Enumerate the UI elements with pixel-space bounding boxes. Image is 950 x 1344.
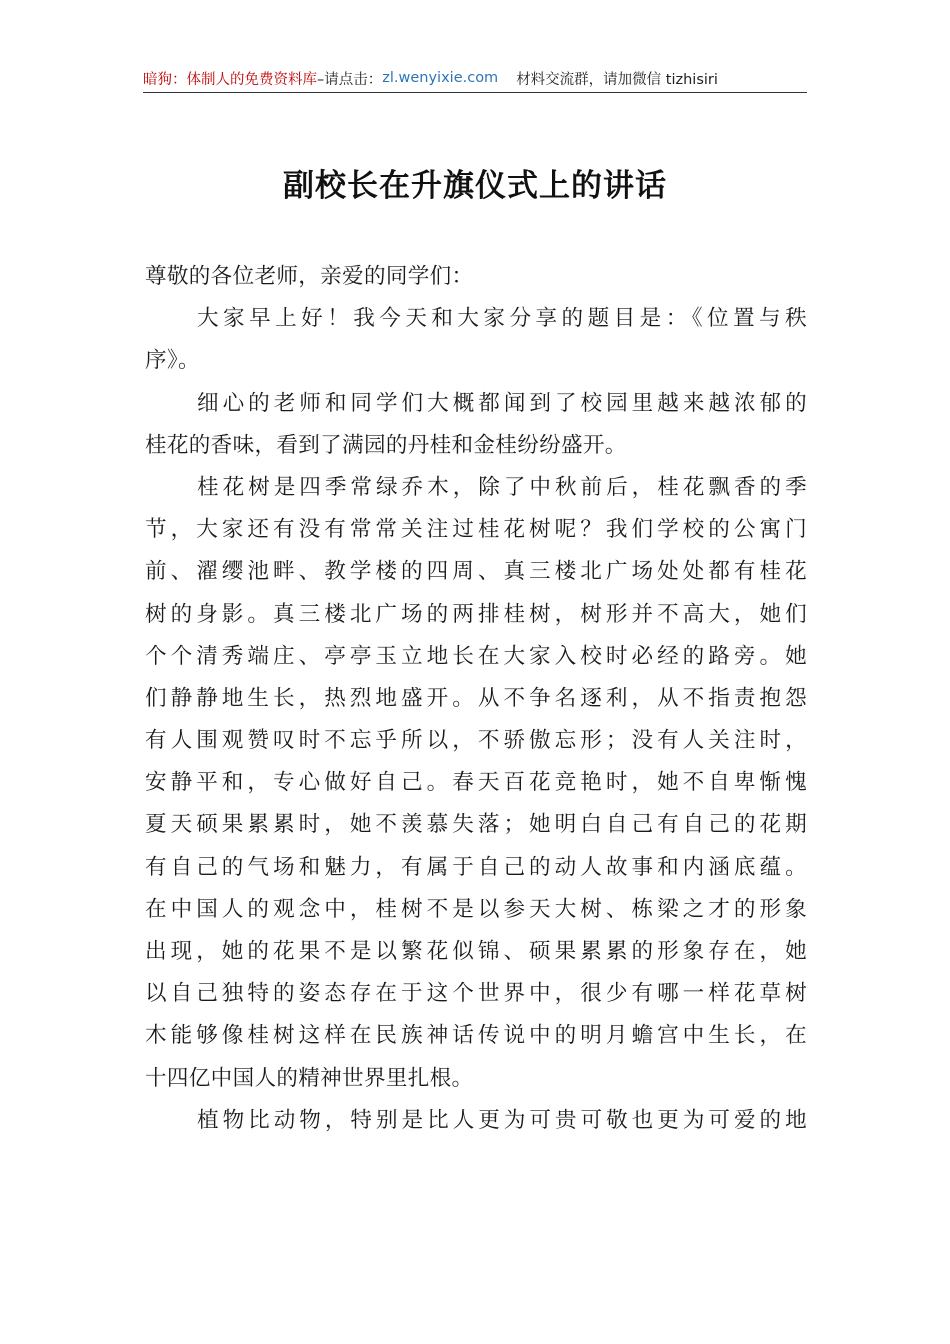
text-line: 树的身影。真三楼北广场的两排桂树，树形并不高大，她们 <box>145 601 807 627</box>
text-line: 安静平和，专心做好自己。春天百花竞艳时，她不自卑惭愧 <box>145 770 807 796</box>
text-line: 出现，她的花果不是以繁花似锦、硕果累累的形象存在，她 <box>145 939 807 964</box>
text-line: 个个清秀端庄、亭亭玉立地长在大家入校时必经的路旁。她 <box>145 643 807 669</box>
text-line: 有人围观赞叹时不忘乎所以，不骄傲忘形；没有人关注时， <box>145 728 807 754</box>
text-line: 植物比动物，特别是比人更为可贵可敬也更为可爱的地 <box>197 1107 807 1133</box>
text-line: 夏天硕果累累时，她不羡慕失落；她明白自己有自己的花期 <box>145 812 807 838</box>
document-title: 副校长在升旗仪式上的讲话 <box>283 168 667 204</box>
header-brand: 暗狗：体制人的免费资料库 <box>143 71 317 88</box>
text-line: 有自己的气场和魅力，有属于自己的动人故事和内涵底蕴。 <box>145 854 807 880</box>
header-url-link[interactable]: zl.wenyixie.com <box>382 70 499 86</box>
document-header <box>143 64 807 93</box>
text-line: 序》。 <box>145 348 200 374</box>
text-line: 在中国人的观念中，桂树不是以参天大树、栋梁之才的形象 <box>145 896 807 922</box>
text-line: 木能够像桂树这样在民族神话传说中的明月蟾宫中生长，在 <box>145 1023 807 1049</box>
text-line: 们静静地生长，热烈地盛开。从不争名逐利，从不指责抱怨 <box>145 685 807 711</box>
text-line: 前、濯缨池畔、教学楼的四周、真三楼北广场处处都有桂花 <box>145 559 807 585</box>
text-line: 细心的老师和同学们大概都闻到了校园里越来越浓郁的 <box>197 390 807 416</box>
text-line: 尊敬的各位老师，亲爱的同学们： <box>145 264 474 289</box>
text-line: 大家早上好！我今天和大家分享的题目是：《位置与秩 <box>197 306 807 332</box>
header-prompt: –请点击： <box>317 71 383 88</box>
text-line: 十四亿中国人的精神世界里扎根。 <box>145 1065 474 1091</box>
text-line: 节，大家还有没有常常关注过桂花树呢？我们学校的公寓门 <box>145 517 807 543</box>
header-contact: 材料交流群，请加微信 tizhisiri <box>516 71 718 88</box>
text-line: 桂花的香味，看到了满园的丹桂和金桂纷纷盛开。 <box>145 432 627 458</box>
text-line: 以自己独特的姿态存在于这个世界中，很少有哪一样花草树 <box>145 981 807 1007</box>
text-line: 桂花树是四季常绿乔木，除了中秋前后，桂花飘香的季 <box>197 474 807 500</box>
document-body <box>145 256 807 1142</box>
